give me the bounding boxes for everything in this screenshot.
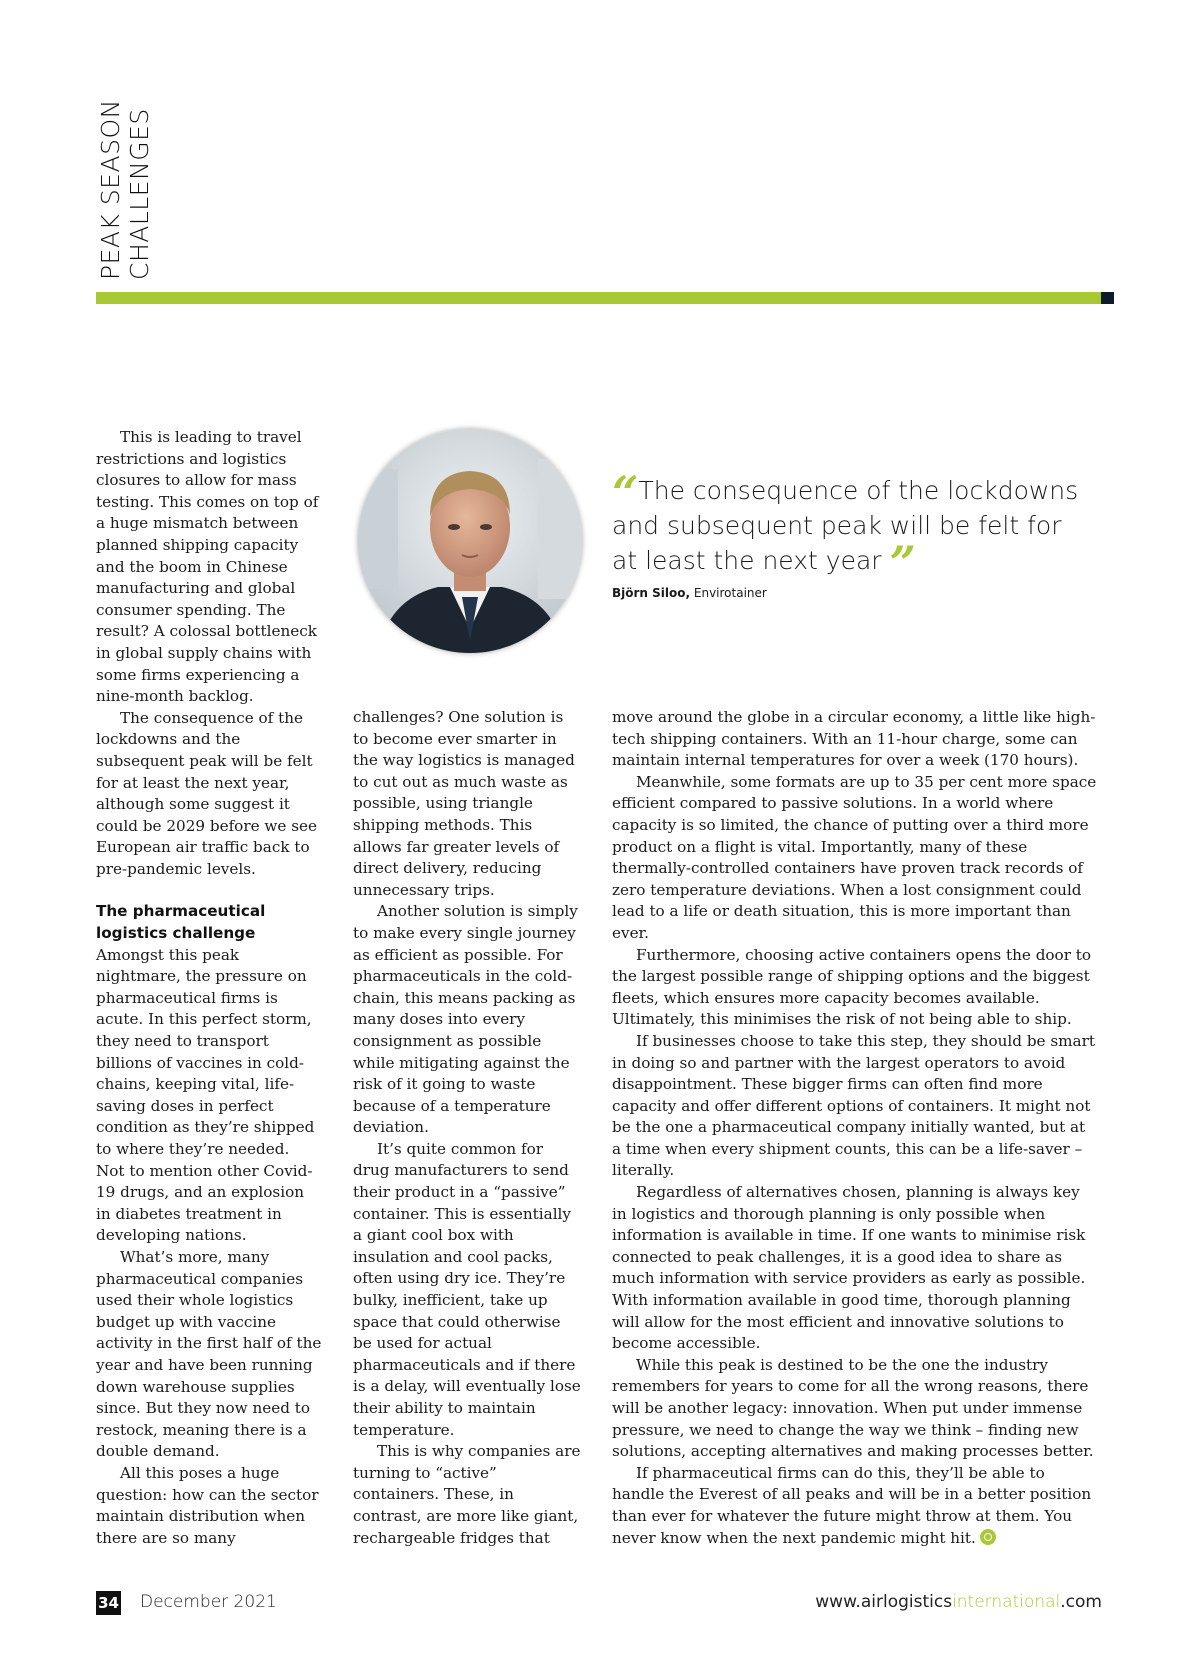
subheading: The pharmaceutical logistics challenge xyxy=(96,902,266,943)
website-url xyxy=(815,1592,1102,1612)
author-portrait xyxy=(358,429,582,653)
pull-quote-attribution xyxy=(612,586,767,600)
url-part-2: international xyxy=(952,1592,1061,1612)
paragraph: This is leading to travel restrictions and logistics closures to allow for mass testing. This comes on top of a huge mismatch between planned shipping capacity and the boom in Chinese manufacturing and global consumer spending. The result? A colossal bottleneck in global supply chains with some firms experiencing a nine-month backlog. xyxy=(96,428,319,706)
portrait-image xyxy=(358,429,582,653)
url-part-1: www.airlogistics xyxy=(815,1592,953,1612)
paragraph: This is why companies are turning to “active” containers. These, in contrast, are more like giant, rechargeable fridges that xyxy=(353,1442,581,1547)
issue-date: December 2021 xyxy=(140,1592,277,1612)
paragraph: While this peak is destined to be the one the industry remembers for years to come for all the wrong reasons, there will be another legacy: innovation. When put under immense pressure, we need to change the way we think – finding new solutions, accepting alternatives and making processes better. xyxy=(612,1355,1094,1461)
paragraph: Another solution is simply to make every single journey as efficient as possible. For pharmaceuticals in the cold-chain, this means packing as many doses into every consignment as possible while mitigating against the risk of it going to waste because of a temperature deviation. xyxy=(353,902,578,1137)
article-column-1 xyxy=(96,427,322,1549)
header-rule-end-block xyxy=(1101,292,1114,304)
paragraph: Meanwhile, some formats are up to 35 per cent more space efficient compared to passive solutions. In a world where capacity is so limited, the chance of putting over a third more product on a flight is vital. Importantly, many of these thermally-controlled containers have proven track records of zero temperature deviations. When a lost consignment could lead to a life or death situation, this is more important than ever. xyxy=(612,772,1097,942)
attribution-org: Envirotainer xyxy=(693,586,767,600)
paragraph: If businesses choose to take this step, they should be smart in doing so and partner with the largest operators to avoid disappointment. These bigger firms can often find more capacity and offer different options of containers. It might not be the one a pharmaceutical company initially wanted, but at a time when every shipment counts, this can be a life-saver – literally. xyxy=(612,1031,1095,1180)
attribution-name: Björn Siloo, xyxy=(612,586,691,600)
section-label-line2: CHALLENGES xyxy=(125,108,154,280)
page-number: 34 xyxy=(96,1591,121,1615)
paragraph-last xyxy=(612,1463,1098,1549)
paragraph-text: If pharmaceutical firms can do this, they’ll be able to handle the Everest of all peaks and will be in a better position than ever for whatever the future might throw at them. You never know when the next pandemic might hit. xyxy=(612,1463,1092,1547)
open-quote-icon: “ xyxy=(612,466,639,520)
header-rule xyxy=(96,292,1101,304)
section-label-line1: PEAK SEASON xyxy=(96,99,125,280)
paragraph: The consequence of the lockdowns and the subsequent peak will be felt for at least the next year, although some suggest it could be 2029 before we see European air traffic back to pre-pandemic levels. xyxy=(96,708,317,878)
paragraph: What’s more, many pharmaceutical companies used their whole logistics budget up with vaccine activity in the first half of the year and have been running down warehouse supplies since. But they now need to restock, meaning there is a double demand. xyxy=(96,1247,322,1461)
paragraph: All this poses a huge question: how can the sector maintain distribution when there are so many xyxy=(96,1463,319,1547)
article-column-2 xyxy=(353,707,581,1549)
url-part-3: .com xyxy=(1060,1592,1102,1612)
article-column-3 xyxy=(612,707,1098,1549)
paragraph: Regardless of alternatives chosen, planning is always key in logistics and thorough planning is only possible when information is available in time. If one wants to minimise risk connected to peak challenges, it is a good idea to share as much information with service providers as early as possible. With information available in good time, thorough planning will allow for the most efficient and innovative solutions to become accessible. xyxy=(612,1183,1086,1353)
section-label xyxy=(96,100,156,280)
paragraph: Amongst this peak nightmare, the pressure on pharmaceutical firms is acute. In this perfect storm, they need to transport billions of vaccines in cold-chains, keeping vital, life-saving doses in perfect condition as they’re shipped to where they’re needed. Not to mention other Covid-19 drugs, and an explosion in diabetes treatment in developing nations. xyxy=(96,945,315,1245)
paragraph: move around the globe in a circular economy, a little like high-tech shipping containers. With an 11-hour charge, some can maintain internal temperatures for over a week (170 hours). xyxy=(612,708,1096,770)
close-quote-icon: ” xyxy=(889,536,916,590)
paragraph: It’s quite common for drug manufacturers to send their product in a “passive” container. This is essentially a giant cool box with insulation and cool packs, often using dry ice. They’re bulky, inefficient, take up space that could otherwise be used for actual pharmaceuticals and if there is a delay, will eventually lose their ability to maintain temperature. xyxy=(353,1139,581,1439)
pull-quote xyxy=(612,466,1092,590)
end-of-article-icon xyxy=(980,1529,996,1545)
pull-quote-text: The consequence of the lockdowns and subsequent peak will be felt for at least the next year xyxy=(612,476,1079,575)
paragraph: Furthermore, choosing active containers opens the door to the largest possible range of shipping options and the biggest fleets, which ensures more capacity becomes available. Ultimately, this minimises the risk of not being able to ship. xyxy=(612,945,1092,1029)
paragraph: challenges? One solution is to become ever smarter in the way logistics is managed to cut out as much waste as possible, using triangle shipping methods. This allows far greater levels of direct delivery, reducing unnecessary trips. xyxy=(353,708,575,899)
